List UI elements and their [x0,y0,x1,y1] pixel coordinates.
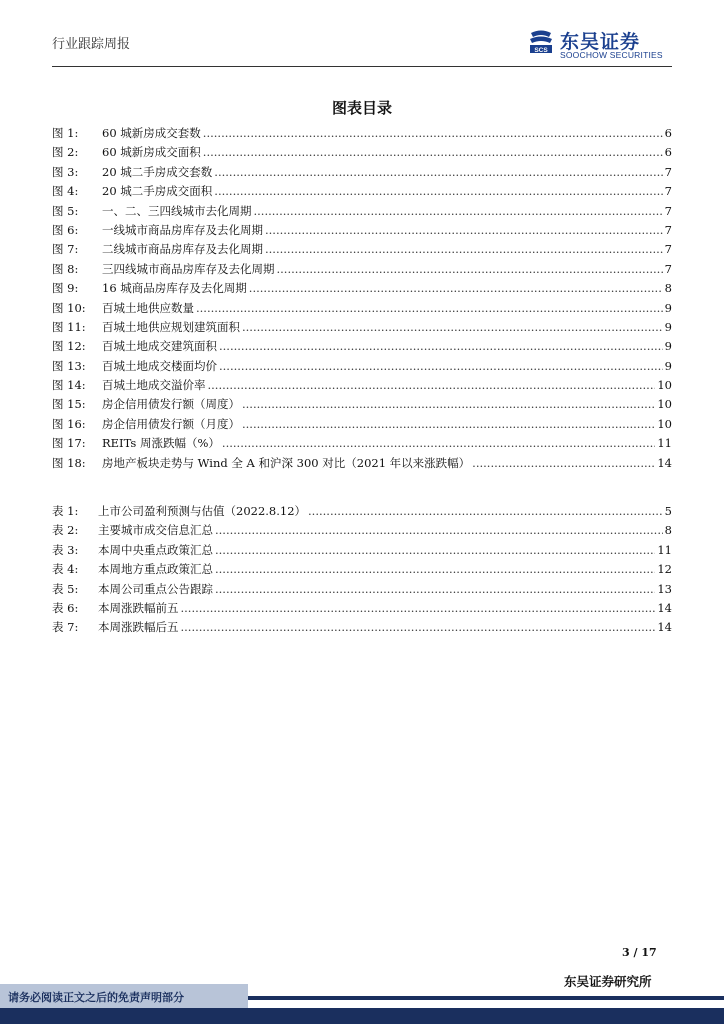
figure-entry-page: 11 [657,436,672,451]
page-title: 图表目录 [331,99,392,117]
dot-leader [203,145,663,159]
figure-entry-page: 9 [664,358,672,373]
figure-entry-label: 图 17: [52,436,86,451]
dot-leader [308,504,663,518]
figure-entry-title: 百城土地成交溢价率 [102,378,206,393]
table-entry-title: 本周中央重点政策汇总 [98,542,213,557]
figure-entry-title: 一线城市商品房库存及去化周期 [102,222,263,237]
table-entry-label: 表 5: [52,581,79,596]
figure-entry-title: 一、二、三四线城市去化周期 [102,203,252,218]
figure-entry[interactable] [52,338,672,357]
figure-entry-label: 图 3: [52,164,79,179]
table-entry-page: 12 [657,562,672,577]
footer-stripe [248,996,724,1000]
table-entry-title: 本周地方重点政策汇总 [98,562,213,577]
figure-entry-title: 20 城二手房成交面积 [102,184,213,199]
dot-leader [215,543,655,557]
firm-name: 东吴证券研究所 [564,974,652,989]
figure-entry-label: 图 9: [52,281,79,296]
figure-entry[interactable] [52,164,672,183]
dot-leader [203,126,663,140]
figure-entry-title: 百城土地成交楼面均价 [102,358,217,373]
table-entry[interactable] [52,522,672,541]
table-entry[interactable] [52,600,672,619]
disclaimer-bar [0,984,248,1008]
figure-entry[interactable] [52,144,672,163]
figure-entry-title: 百城土地供应规划建筑面积 [102,319,240,334]
company-logo [528,27,678,61]
figure-entry[interactable] [52,300,672,319]
table-entry-label: 表 7: [52,620,79,635]
figure-entry-page: 9 [664,319,672,334]
report-type-label: 行业跟踪周报 [52,37,131,52]
dot-leader [219,339,663,353]
table-entry-title: 本周公司重点公告跟踪 [98,581,213,596]
table-entry-page: 14 [657,620,672,635]
dot-leader [222,436,655,450]
dot-leader [472,456,655,470]
figure-entry-label: 图 2: [52,145,79,160]
figure-entry-label: 图 13: [52,358,86,373]
dot-leader [215,562,655,576]
dot-leader [196,301,663,315]
dot-leader [214,165,662,179]
figure-entry-page: 14 [657,455,672,470]
dot-leader [242,320,663,334]
scs-logo-icon [528,29,554,55]
dot-leader [277,262,663,276]
table-entry-page: 8 [664,523,672,538]
table-entry[interactable] [52,503,672,522]
table-entry-page: 14 [657,600,672,615]
figure-entry-page: 7 [664,203,672,218]
figure-entry[interactable] [52,319,672,338]
figure-entry-label: 图 14: [52,378,86,393]
table-entry-label: 表 1: [52,504,79,518]
figure-entry-title: 60 城新房成交套数 [102,126,201,140]
dot-leader [265,242,663,256]
figure-entry-page: 9 [664,339,672,354]
figure-entry-label: 图 12: [52,339,86,354]
logo-english-name: SOOCHOW SECURITIES [560,50,663,60]
table-entry-label: 表 2: [52,523,79,538]
figure-entry-title: 房企信用债发行额（月度） [102,416,240,431]
figure-entry[interactable] [52,261,672,280]
figure-entry-title: 房地产板块走势与 Wind 全 A 和沪深 300 对比（2021 年以来涨跌幅） [102,455,471,470]
figure-entry-page: 7 [664,164,672,179]
figure-entry-label: 图 10: [52,300,86,315]
figure-entry-page: 7 [664,184,672,199]
figure-entry-page: 6 [664,145,672,160]
figure-entry-label: 图 4: [52,184,79,199]
figure-list [52,125,672,474]
table-entry-label: 表 4: [52,562,79,577]
table-entry-title: 主要城市成交信息汇总 [98,523,213,538]
dot-leader [242,417,655,431]
dot-leader [254,204,663,218]
figure-entry-label: 图 7: [52,242,79,257]
figure-entry-page: 9 [664,300,672,315]
figure-entry-title: 房企信用债发行额（周度） [102,397,240,412]
figure-entry[interactable] [52,455,672,474]
figure-entry-page: 8 [664,281,672,296]
dot-leader [214,184,662,198]
table-entry-label: 表 3: [52,542,79,557]
figure-entry-title: 二线城市商品房库存及去化周期 [102,242,263,257]
figure-entry-label: 图 15: [52,397,86,412]
figure-entry-page: 7 [664,261,672,276]
figure-entry-title: 百城土地成交建筑面积 [102,339,217,354]
table-entry-title: 本周涨跌幅后五 [98,620,179,635]
header-divider [52,66,672,67]
logo-mark-text: SCS [534,47,548,54]
figure-entry-title: 20 城二手房成交套数 [102,164,213,179]
dot-leader [242,397,655,411]
logo-chinese-name: 东吴证券 [560,31,641,53]
figure-entry[interactable] [52,241,672,260]
figure-entry-page: 10 [657,416,672,431]
dot-leader [181,601,656,615]
table-entry-page: 13 [657,581,672,596]
figure-entry-label: 图 8: [52,261,79,276]
footer-band [0,1008,724,1024]
figure-entry[interactable] [52,280,672,299]
figure-entry-page: 10 [657,397,672,412]
dot-leader [249,281,663,295]
figure-entry[interactable] [52,222,672,241]
figure-entry-label: 图 1: [52,126,79,140]
figure-entry[interactable] [52,203,672,222]
figure-entry[interactable] [52,125,672,144]
table-entry[interactable] [52,561,672,580]
figure-entry[interactable] [52,183,672,202]
page-number: 3 / 17 [622,946,657,959]
figure-entry-title: 三四线城市商品房库存及去化周期 [102,261,275,276]
figure-entry-page: 7 [664,242,672,257]
figure-entry[interactable] [52,377,672,396]
table-entry-title: 上市公司盈利预测与估值（2022.8.12） [98,504,307,518]
figure-entry-title: 16 城商品房库存及去化周期 [102,281,247,296]
dot-leader [215,523,663,537]
table-entry-page: 5 [664,504,672,518]
table-entry[interactable] [52,542,672,561]
figure-entry-page: 7 [664,222,672,237]
figure-entry-label: 图 5: [52,203,79,218]
figure-entry-title: REITs 周涨跌幅（%） [102,436,220,451]
table-list [52,503,672,639]
table-entry[interactable] [52,619,672,638]
dot-leader [208,378,656,392]
figure-entry[interactable] [52,396,672,415]
figure-entry-label: 图 18: [52,455,86,470]
figure-entry[interactable] [52,416,672,435]
dot-leader [265,223,663,237]
disclaimer-text: 请务必阅读正文之后的免责声明部分 [8,991,184,1004]
dot-leader [181,620,656,634]
figure-entry-title: 60 城新房成交面积 [102,145,201,160]
table-entry-label: 表 6: [52,600,79,615]
figure-entry-page: 10 [657,378,672,393]
figure-entry-label: 图 6: [52,222,79,237]
figure-entry[interactable] [52,435,672,454]
figure-entry[interactable] [52,358,672,377]
table-entry[interactable] [52,581,672,600]
dot-leader [219,359,663,373]
dot-leader [215,582,655,596]
table-entry-page: 11 [657,542,672,557]
figure-entry-label: 图 11: [52,319,86,334]
figure-entry-label: 图 16: [52,416,86,431]
figure-entry-page: 6 [664,126,672,140]
figure-entry-title: 百城土地供应数量 [102,300,194,315]
table-entry-title: 本周涨跌幅前五 [98,600,179,615]
